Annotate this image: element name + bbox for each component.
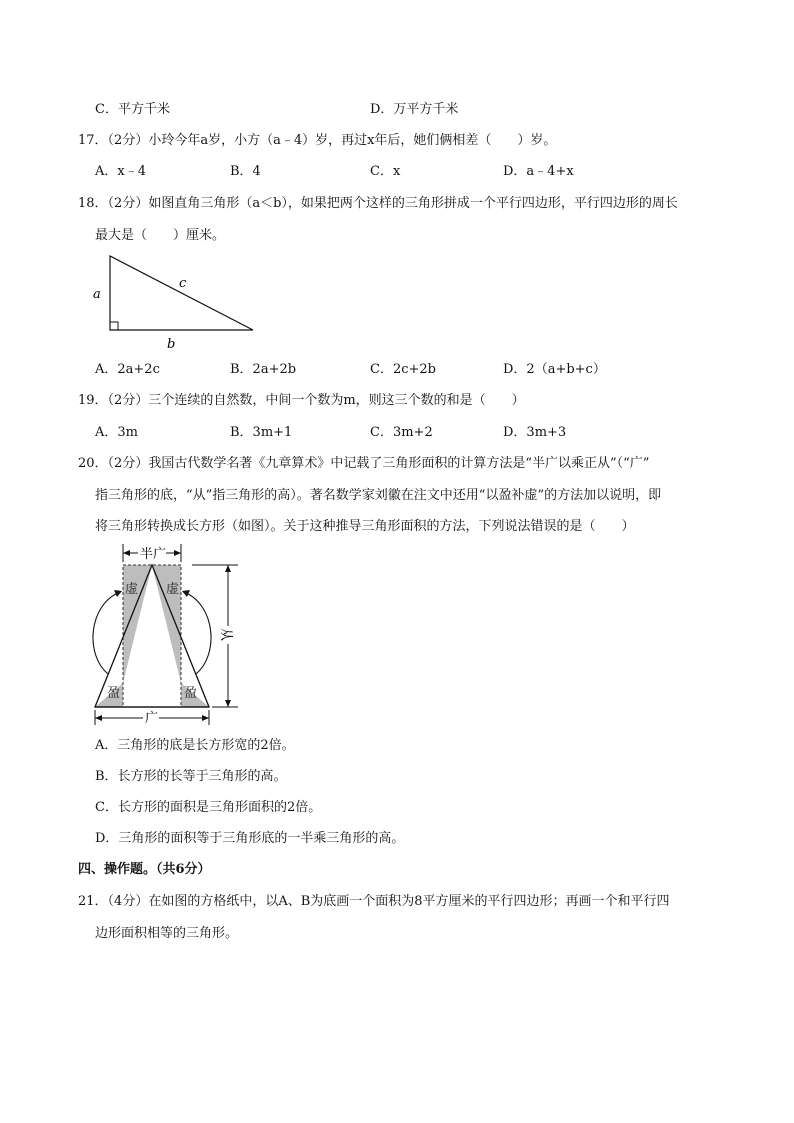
surplus-right-label: 盈 (184, 686, 198, 701)
right-triangle (110, 256, 253, 330)
q18-stem-line1: 18．（2分）如图直角三角形（a＜b），如果把两个这样的三角形拼成一个平行四边形，平行四边形的周长 (78, 196, 678, 211)
q20-option-a: A．三角形的底是长方形宽的2倍。 (95, 738, 295, 753)
label-c: c (179, 276, 187, 291)
q18-right-triangle-figure (85, 248, 265, 353)
surplus-left-label: 盈 (107, 686, 121, 701)
height-arrow-top (225, 565, 231, 572)
section-4-title: 四、操作题。（共6分） (78, 862, 211, 877)
q17-stem: 17．（2分）小玲今年a岁，小方（a﹣4）岁，再过x年后，她们俩相差（ ）岁。 (78, 133, 557, 148)
q20-triangle-rectangle-figure (80, 540, 255, 730)
half-base-arrow-left (123, 550, 130, 556)
empty-left-label: 虚 (125, 582, 139, 597)
q18-option-b: B．2a+2b (230, 362, 297, 377)
q18-stem-line2: 最大是（ ）厘米。 (95, 228, 226, 243)
right-arc-arrowhead (182, 590, 190, 597)
q20-stem-line3: 将三角形转换成长方形（如图）。关于这种推导三角形面积的方法，下列说法错误的是（ ） (95, 519, 635, 534)
q20-option-d: D．三角形的面积等于三角形底的一半乘三角形的高。 (95, 831, 405, 846)
label-b: b (167, 337, 176, 352)
q17-option-b: B．4 (230, 164, 261, 179)
q19-option-b: B．3m+1 (230, 425, 293, 440)
q18-option-d: D．2（a+b+c） (503, 362, 606, 377)
q18-option-c: C．2c+2b (370, 362, 436, 377)
q16-option-d: D．万平方千米 (370, 102, 459, 117)
q19-option-c: C．3m+2 (370, 425, 433, 440)
base-arrow-left (95, 715, 102, 721)
height-arrow-bottom (225, 700, 231, 707)
q18-option-a: A．2a+2c (95, 362, 160, 377)
q19-stem: 19．（2分）三个连续的自然数，中间一个数为m，则这三个数的和是（ ） (78, 393, 525, 408)
q17-option-c: C．x (370, 164, 401, 179)
q20-stem-line2: 指三角形的底，“从”指三角形的高）。著名数学家刘徽在注文中还用“以盈补虚”的方法加以说明，即 (95, 488, 662, 503)
q20-stem-line1: 20．（2分）我国古代数学名著《九章算术》中记载了三角形面积的计算方法是“半广以乘正从”（“广” (78, 456, 650, 471)
q19-option-a: A．3m (95, 425, 138, 440)
left-arc-arrow (93, 592, 120, 674)
base-label: 广 (145, 711, 159, 726)
left-arc-arrowhead (114, 590, 122, 597)
q21-stem-line1: 21．（4分）在如图的方格纸中，以A、B为底画一个面积为8平方厘米的平行四边形；再画一个和平行四 (78, 894, 670, 909)
half-base-label: 半广 (140, 547, 167, 562)
q19-option-d: D．3m+3 (503, 425, 567, 440)
q17-option-a: A．x﹣4 (95, 164, 146, 179)
q20-option-c: C．长方形的面积是三角形面积的2倍。 (95, 800, 322, 815)
q17-option-d: D．a﹣4+x (503, 164, 574, 179)
half-base-arrow-right (174, 550, 181, 556)
right-arc-arrow (184, 592, 211, 674)
q16-option-c: C．平方千米 (95, 102, 170, 117)
label-a: a (93, 287, 101, 302)
height-label: 从 (218, 628, 233, 642)
q20-option-b: B．长方形的长等于三角形的高。 (95, 769, 287, 784)
q21-stem-line2: 边形面积相等的三角形。 (95, 926, 239, 941)
empty-right-label: 虚 (166, 582, 180, 597)
right-angle-mark (110, 322, 118, 330)
base-arrow-right (202, 715, 209, 721)
